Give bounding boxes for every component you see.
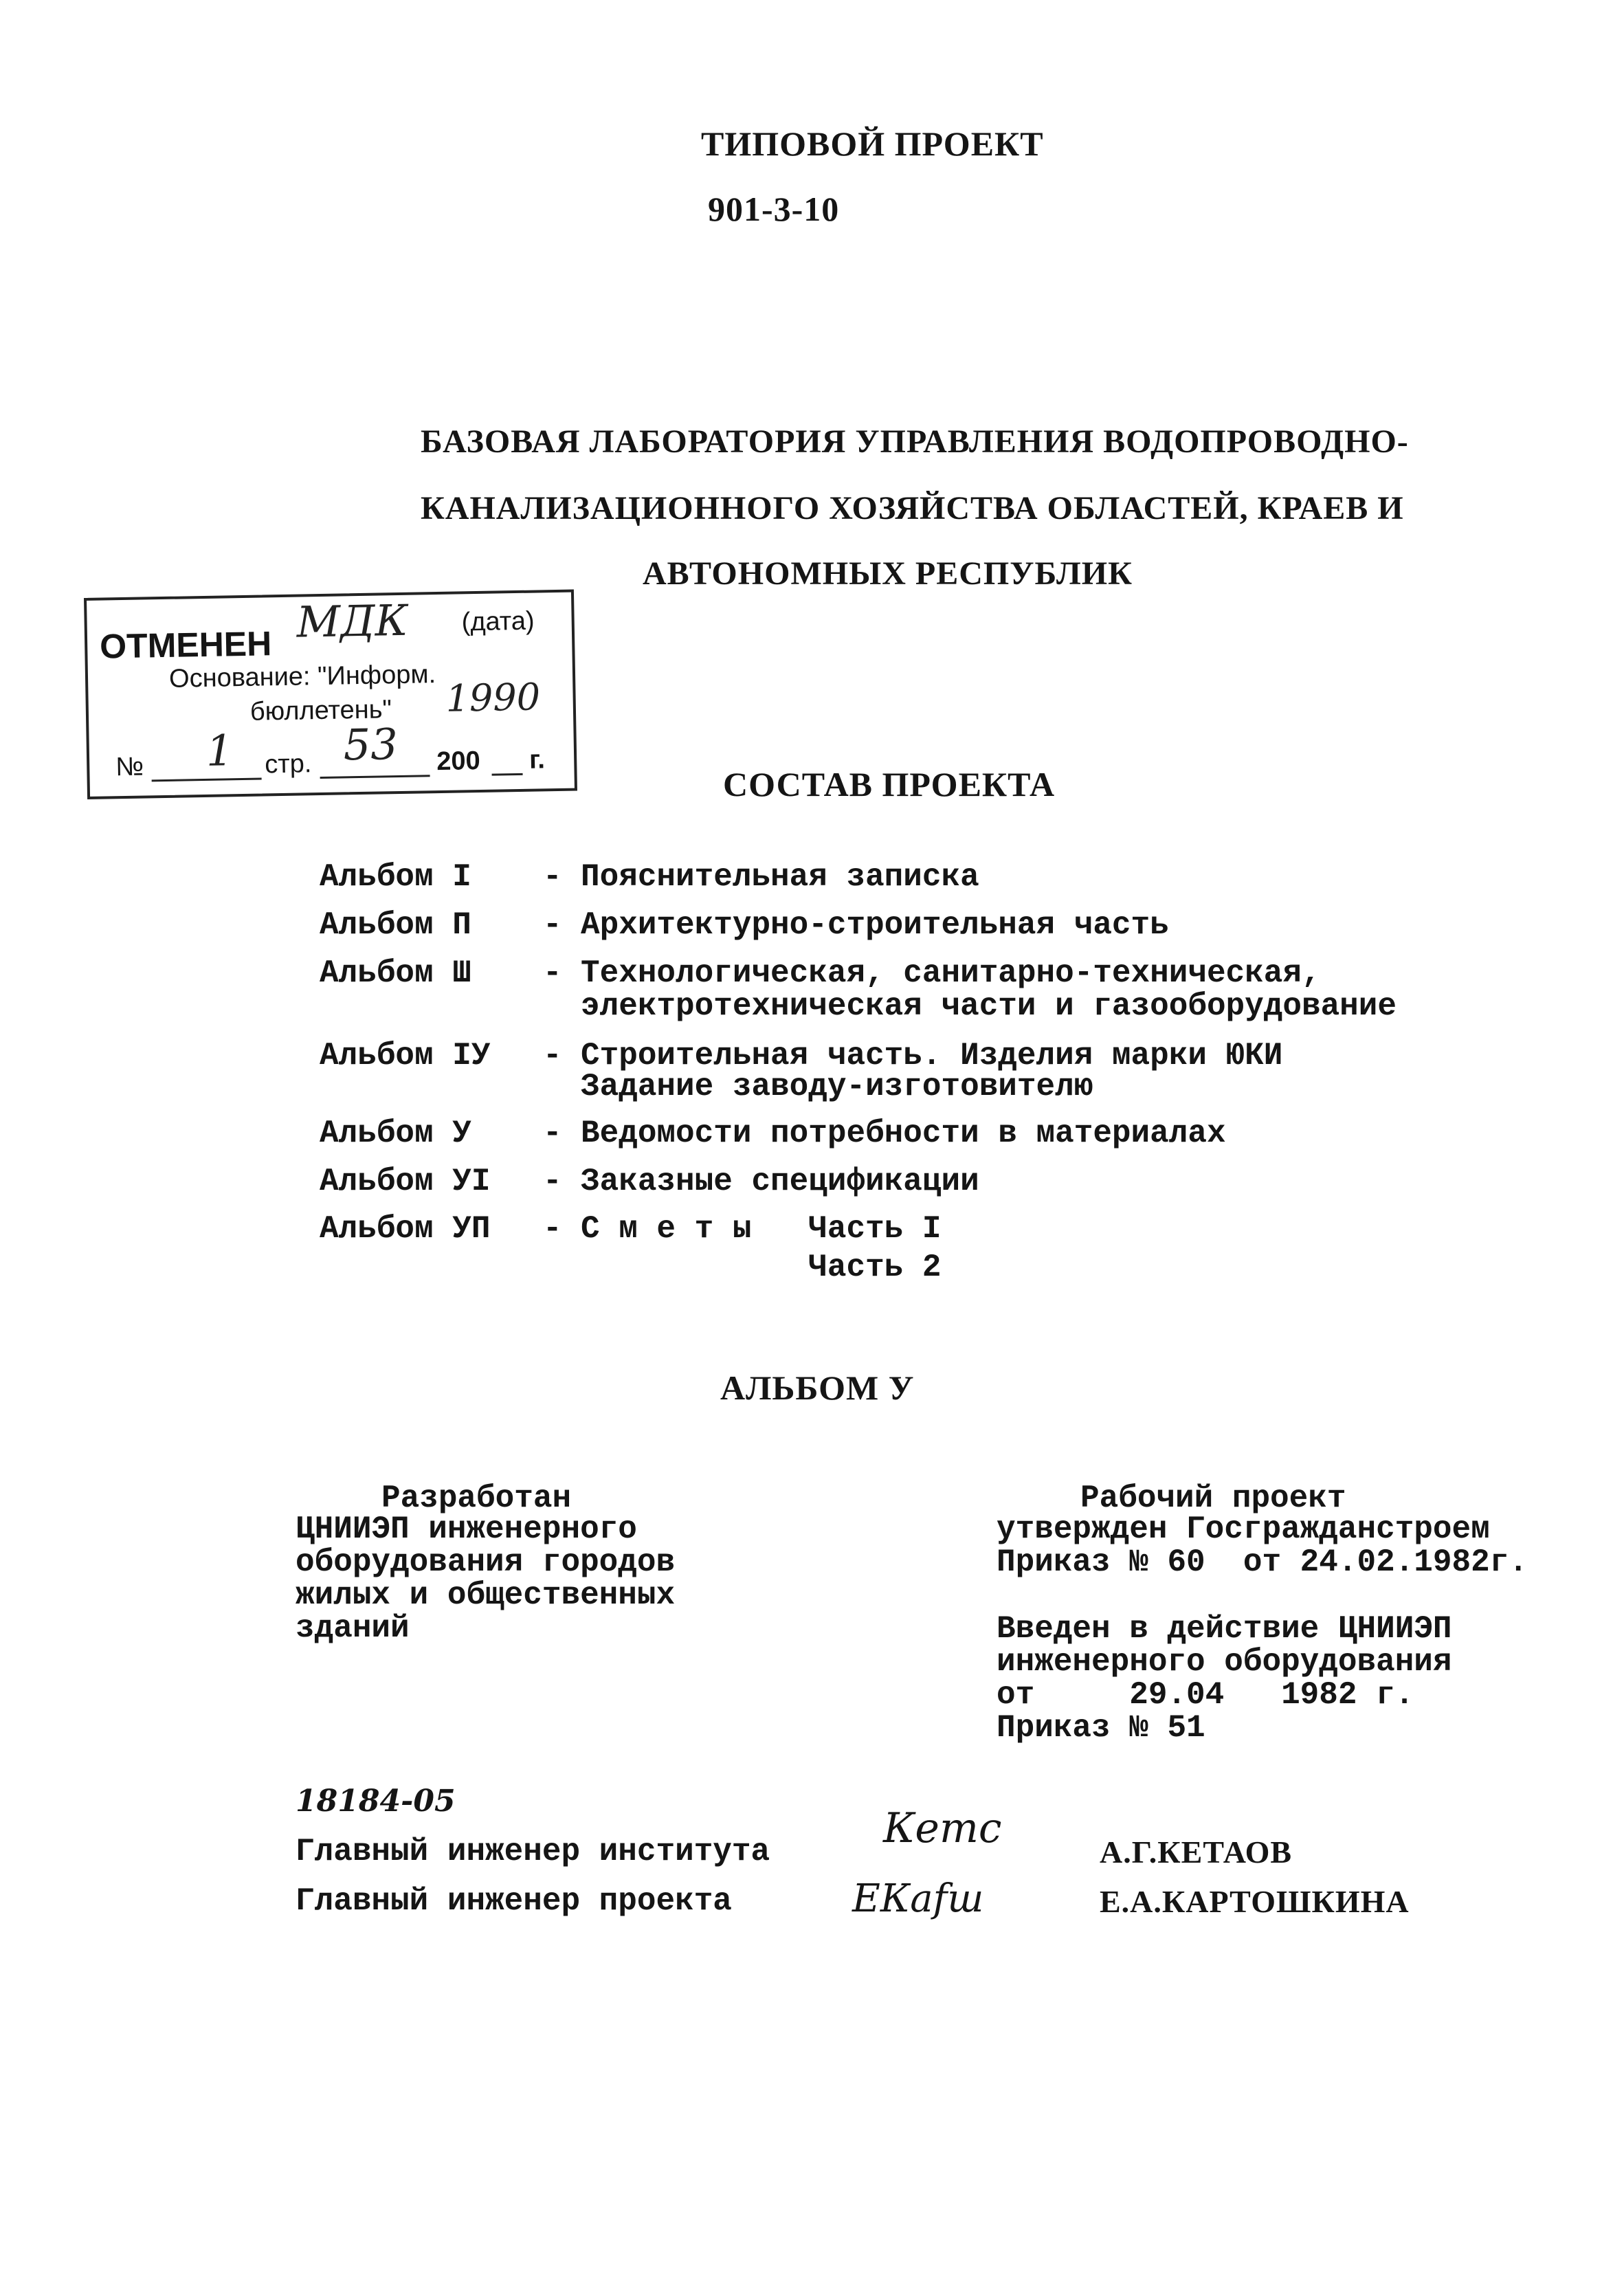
stamp-handwritten-org: МДК: [296, 595, 409, 647]
project-type-title: ТИПОВОЙ ПРОЕКТ: [701, 124, 1044, 163]
stamp-handwritten-year: 1990: [445, 675, 541, 720]
inventory-number: 18184-05: [296, 1784, 456, 1819]
album-name: Альбом IУ: [320, 1038, 491, 1074]
album-dash: -: [543, 907, 562, 943]
album-name: Альбом УП: [320, 1211, 491, 1247]
album-name: Альбом Ш: [320, 955, 471, 991]
developed-line: жилых и общественных: [296, 1577, 676, 1613]
album-description: Технологическая, санитарно-техническая,: [581, 955, 1321, 991]
album-dash: -: [543, 1211, 562, 1247]
developed-line: ЦНИИЭП инженерного: [296, 1511, 637, 1547]
album-description: Строительная часть. Изделия марки ЮКИ: [581, 1038, 1283, 1074]
developed-line: оборудования городов: [296, 1544, 676, 1580]
album-dash: -: [543, 1116, 562, 1151]
album-description: Задание заводу-изготовителю: [581, 1069, 1093, 1105]
stamp-basis-line-2: бюллетень": [249, 695, 392, 727]
stamp-page-label: стр.: [264, 749, 312, 779]
approved-line: Приказ № 60 от 24.02.1982г.: [997, 1544, 1528, 1580]
organization-line-1: БАЗОВАЯ ЛАБОРАТОРИЯ УПРАВЛЕНИЯ ВОДОПРОВОДНО-: [421, 423, 1409, 460]
signature-handwritten: Кеmс: [883, 1804, 1002, 1852]
enacted-line: Введен в действие ЦНИИЭП: [997, 1611, 1452, 1647]
album-description: С м е т ы Часть I: [581, 1211, 942, 1247]
organization-line-3: АВТОНОМНЫХ РЕСПУБЛИК: [643, 555, 1133, 592]
composition-title: СОСТАВ ПРОЕКТА: [723, 765, 1056, 803]
stamp-year-printed: 200: [436, 746, 480, 777]
stamp-year-underline: [492, 773, 523, 776]
enacted-line: инженерного оборудования: [997, 1644, 1452, 1680]
stamp-number-label: №: [115, 752, 144, 782]
album-dash: -: [543, 1164, 562, 1199]
signatory-name: А.Г.КЕТАОВ: [1100, 1834, 1293, 1870]
album-dash: -: [543, 859, 562, 895]
developed-line: зданий: [296, 1610, 410, 1646]
stamp-number-underline: [152, 778, 262, 782]
album-description: Часть 2: [581, 1250, 942, 1285]
album-name: Альбом П: [320, 907, 471, 943]
approved-heading: Рабочий проект: [1080, 1481, 1346, 1516]
enacted-line: Приказ № 51: [997, 1710, 1205, 1746]
stamp-page-value: 53: [343, 719, 399, 770]
album-description: Пояснительная записка: [581, 859, 979, 895]
cancellation-stamp: [84, 590, 577, 799]
enacted-line: от 29.04 1982 г.: [997, 1677, 1414, 1713]
album-description: Заказные спецификации: [581, 1164, 979, 1199]
organization-line-2: КАНАЛИЗАЦИОННОГО ХОЗЯЙСТВА ОБЛАСТЕЙ, КРАЕВ И: [421, 490, 1404, 526]
stamp-year-suffix: г.: [529, 745, 546, 775]
developed-heading: Разработан: [381, 1481, 572, 1516]
signatory-name: Е.А.КАРТОШКИНА: [1100, 1884, 1410, 1919]
album-title: АЛЬБОМ У: [720, 1368, 915, 1407]
stamp-page-underline: [320, 775, 430, 779]
album-dash: -: [543, 955, 562, 991]
signature-role: Главный инженер института: [296, 1834, 770, 1870]
album-name: Альбом У: [320, 1116, 471, 1151]
album-description: Ведомости потребности в материалах: [581, 1116, 1226, 1151]
stamp-basis-line-1: Основание: "Информ.: [168, 660, 436, 694]
album-name: Альбом I: [320, 859, 471, 895]
signature-handwritten: ЕКаfш: [852, 1876, 984, 1921]
signature-role: Главный инженер проекта: [296, 1883, 732, 1919]
stamp-cancelled-word: ОТМЕНЕН: [99, 624, 272, 666]
album-dash: -: [543, 1038, 562, 1074]
album-description: электротехническая части и газооборудование: [581, 988, 1397, 1024]
stamp-number-value: 1: [205, 725, 234, 776]
stamp-date-label: (дата): [461, 606, 535, 637]
album-description: Архитектурно-строительная часть: [581, 907, 1169, 943]
project-number: 901-3-10: [708, 190, 840, 228]
approved-line: утвержден Госгражданстроем: [997, 1511, 1490, 1547]
album-name: Альбом УI: [320, 1164, 491, 1199]
